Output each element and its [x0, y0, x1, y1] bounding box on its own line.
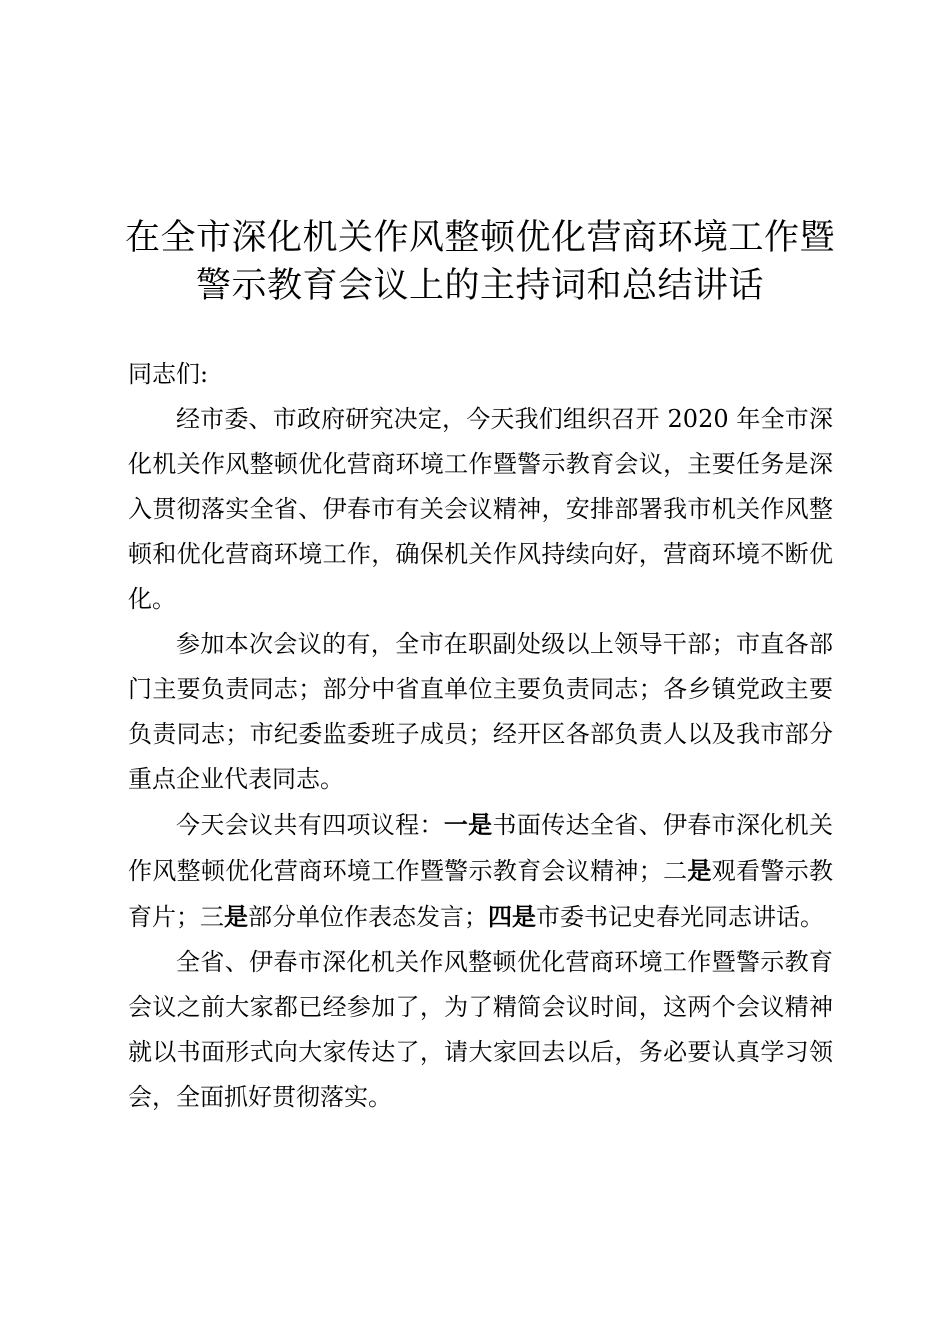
document-title	[110, 214, 850, 310]
paragraph-purpose: 经市委、市政府研究决定，今天我们组织召开 2020 年全市深化机关作风整顿优化营商环境工作暨警示教育会议，主要任务是深入贯彻落实全省、伊春市有关会议精神，安排部署我市机关作风整顿和优化营商环境工作，确保机关作风持续向好，营商环境不断优化。	[128, 405, 833, 613]
agenda-item-3-text: 部分单位作表态发言；	[248, 903, 488, 931]
agenda-item-1-label: 一是	[443, 810, 493, 839]
agenda-item-3-prefix: 三	[200, 903, 224, 931]
paragraph-attendees: 参加本次会议的有，全市在职副处级以上领导干部；市直各部门主要负责同志；部分中省直单位主要负责同志；各乡镇党政主要负责同志；市纪委监委班子成员；经开区各部负责人以及我市部分重点企业代表同志。	[128, 630, 833, 793]
agenda-item-2-label: 是	[687, 856, 712, 885]
paragraph-transmission: 全省、伊春市深化机关作风整顿优化营商环境工作暨警示教育会议之前大家都已经参加了，为了精简会议时间，这两个会议精神就以书面形式向大家传达了，请大家回去以后，务必要认真学习领会，全面抓好贯彻落实。	[128, 948, 833, 1111]
salutation: 同志们:	[128, 360, 209, 388]
document-body	[128, 352, 833, 1120]
agenda-item-4-label: 四是	[488, 902, 536, 931]
title-line-2: 警示教育会议上的主持词和总结讲话	[195, 266, 764, 306]
agenda-item-2-prefix: 二	[662, 857, 688, 885]
agenda-item-4-text: 市委书记史春光同志讲话。	[536, 903, 824, 931]
agenda-item-1-text: 书面传达全省、伊春市深化机关作风整顿优化营商环境工作暨警示教育会议精神；	[128, 811, 834, 885]
agenda-item-3-label: 是	[224, 902, 248, 931]
agenda-item-2-text: 观看警示教育片；	[128, 857, 834, 931]
title-line-1: 在全市深化机关作风整顿优化营商环境工作暨	[124, 218, 835, 258]
paragraph-agenda	[128, 802, 833, 940]
agenda-intro: 今天会议共有四项议程：	[176, 811, 444, 839]
